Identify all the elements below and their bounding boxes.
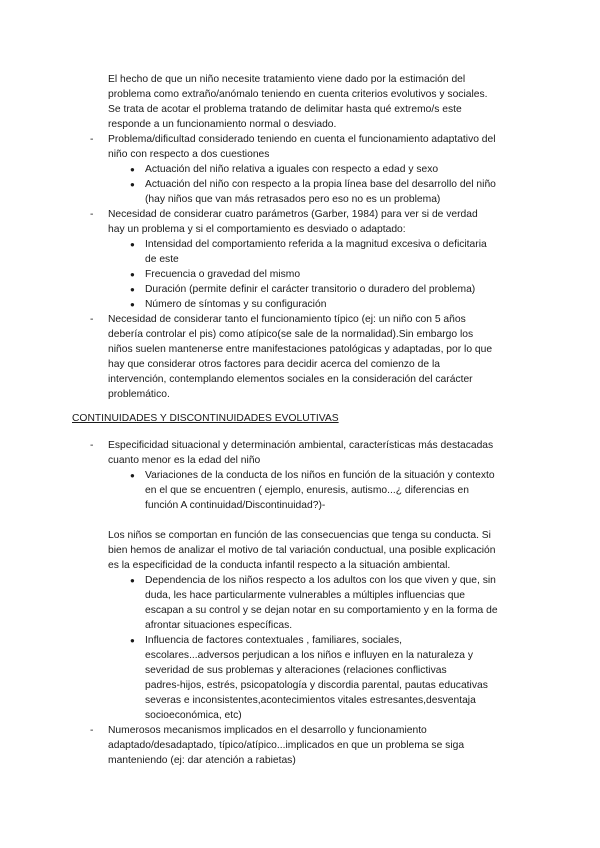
text-line: Intensidad del comportamiento referida a la magnitud excesiva o deficitaria (145, 239, 487, 250)
dash-marker: - (90, 314, 94, 325)
text-line: duda, les hace particularmente vulnerables a múltiples influencias que (145, 590, 465, 601)
text-line: Variaciones de la conducta de los niños en función de la situación y contexto (145, 470, 495, 481)
text-line: Frecuencia o gravedad del mismo (145, 269, 301, 280)
text-line: Dependencia de los niños respecto a los adultos con los que viven y que, sin (145, 575, 496, 586)
text-line: Influencia de factores contextuales , familiares, sociales, (145, 635, 402, 646)
bullet-icon: ● (130, 180, 135, 189)
section-heading: CONTINUIDADES Y DISCONTINUIDADES EVOLUTIVAS (72, 413, 339, 424)
text-line: manteniendo (ej: dar atención a rabietas) (108, 755, 296, 766)
text-line: Duración (permite definir el carácter transitorio o duradero del problema) (145, 284, 476, 295)
text-line: problemático. (108, 389, 170, 400)
text-line: escapan a su control y se dejan notar en su comportamiento y en la forma de (145, 605, 498, 616)
dash-marker: - (90, 725, 94, 736)
text-line: padres-hijos, estrés, psicopatología y discordia parental, pautas educativas (145, 680, 488, 691)
text-line: Necesidad de considerar tanto el funcionamiento típico (ej: un niño con 5 años (108, 314, 466, 325)
text-line: hay que considerar otros factores para decidir acerca del comienzo de la (108, 359, 440, 370)
text-line: responde a un funcionamiento normal o desviado. (108, 119, 337, 130)
bullet-icon: ● (130, 240, 135, 249)
text-line: severidad de sus problemas y alteraciones (relaciones conflictivas (145, 665, 447, 676)
text-line: El hecho de que un niño necesite tratamiento viene dado por la estimación del (108, 74, 466, 85)
text-line: Problema/dificultad considerado teniendo en cuenta el funcionamiento adaptativo del (108, 134, 496, 145)
dash-marker: - (90, 209, 94, 220)
bullet-icon: ● (130, 636, 135, 645)
bullet-icon: ● (130, 471, 135, 480)
text-line: función A continuidad/Discontinuidad?)- (145, 500, 326, 511)
dash-marker: - (90, 440, 94, 451)
text-line: (hay niños que van más retrasados pero eso no es un problema) (145, 194, 441, 205)
text-line: cuanto menor es la edad del niño (108, 455, 261, 466)
text-line: severas e inconsistentes,acontecimientos vitales estresantes,desventaja (145, 695, 476, 706)
text-line: afrontar situaciones específicas. (145, 620, 293, 631)
dash-marker: - (90, 134, 94, 145)
text-line: Necesidad de considerar cuatro parámetros (Garber, 1984) para ver si de verdad (108, 209, 478, 220)
text-line: intervención, contemplando elementos sociales en la consideración del carácter (108, 374, 473, 385)
text-line: bien hemos de analizar el motivo de tal variación conductual, una posible explicación (108, 545, 496, 556)
bullet-icon: ● (130, 165, 135, 174)
text-line: Especificidad situacional y determinación ambiental, características más destacadas (108, 440, 494, 451)
text-line: Se trata de acotar el problema tratando de delimitar hasta qué extremo/s este (108, 104, 462, 115)
text-line: escolares...adversos perjudican a los niños e influyen en la naturaleza y (145, 650, 473, 661)
text-line: adaptado/desadaptado, típico/atípico...implicados en que un problema se siga (108, 740, 465, 751)
bullet-icon: ● (130, 300, 135, 309)
text-line: socioeconómica, etc) (145, 710, 242, 721)
text-line: problema como extraño/anómalo teniendo en cuenta criterios evolutivos y sociales. (108, 89, 488, 100)
text-line: en el que se encuentren ( ejemplo, enuresis, autismo...¿ diferencias en (145, 485, 469, 496)
text-line: niños suelen mantenerse entre manifestaciones patológicas y adaptadas, por lo que (108, 344, 493, 355)
bullet-icon: ● (130, 285, 135, 294)
text-line: de este (145, 254, 179, 265)
text-line: Numerosos mecanismos implicados en el desarrollo y funcionamiento (108, 725, 427, 736)
text-line: debería controlar el pis) como atípico(se sale de la normalidad).Sin embargo los (108, 329, 474, 340)
text-line: Actuación del niño relativa a iguales con respecto a edad y sexo (145, 164, 439, 175)
text-line: hay un problema y si el comportamiento es desviado o adaptado: (108, 224, 406, 235)
text-line: es la especificidad de la conducta infantil respecto a la situación ambiental. (108, 560, 451, 571)
text-line: Los niños se comportan en función de las consecuencias que tenga su conducta. Si (108, 530, 491, 541)
bullet-icon: ● (130, 576, 135, 585)
bullet-icon: ● (130, 270, 135, 279)
text-line: Actuación del niño con respecto a la propia línea base del desarrollo del niño (145, 179, 496, 190)
text-line: Número de síntomas y su configuración (145, 299, 327, 310)
text-line: niño con respecto a dos cuestiones (108, 149, 270, 160)
